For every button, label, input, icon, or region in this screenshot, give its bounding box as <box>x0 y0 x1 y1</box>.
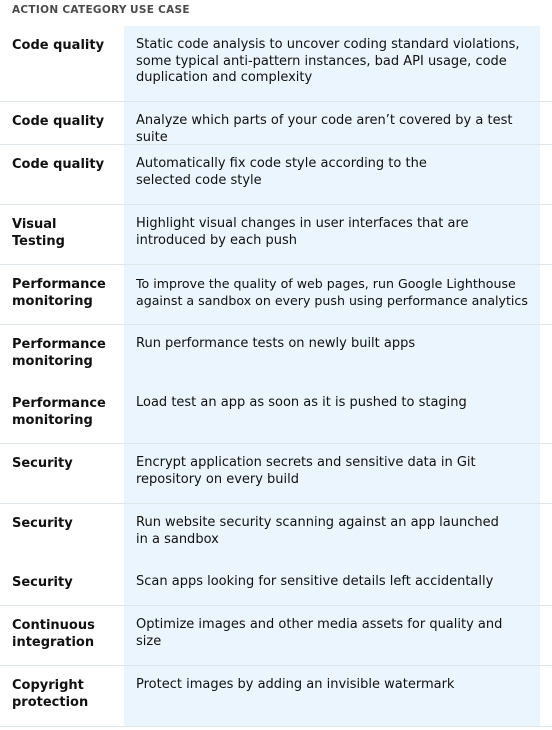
category-cell: Security <box>12 456 73 471</box>
use-case-cell: Load test an app as soon as it is pushed to staging <box>124 384 540 443</box>
column-header-use-case: USE CASE <box>130 4 190 16</box>
use-case-cell: Protect images by adding an invisible watermark <box>124 666 540 726</box>
category-cell: Copyright protection <box>12 678 89 710</box>
category-cell: Performance monitoring <box>12 396 106 428</box>
use-case-cell: Highlight visual changes in user interfaces that are introduced by each push <box>124 205 540 264</box>
table-row <box>0 444 552 504</box>
category-cell: Security <box>12 516 73 531</box>
category-cell: Performance monitoring <box>12 337 106 369</box>
table-row <box>0 563 552 606</box>
category-cell: Code quality <box>12 38 105 53</box>
category-cell: Security <box>12 575 73 590</box>
use-case-cell: Encrypt application secrets and sensitive data in Git repository on every build <box>124 444 540 503</box>
use-case-cell: To improve the quality of web pages, run Google Lighthouse against a sandbox on every push using performance analytics <box>124 265 540 324</box>
table-row <box>0 265 552 325</box>
table-row <box>0 145 552 205</box>
category-cell: Code quality <box>12 157 105 172</box>
table-row <box>0 606 552 666</box>
table-row <box>0 102 552 145</box>
use-case-cell: Analyze which parts of your code aren’t covered by a test suite <box>124 102 540 144</box>
table-header <box>0 0 552 26</box>
table-row <box>0 26 552 102</box>
column-header-category: ACTION CATEGORY <box>12 4 127 16</box>
category-cell: Code quality <box>12 114 105 129</box>
use-case-cell: Static code analysis to uncover coding standard violations, some typical anti-pattern instances, bad API usage, code duplication and complexity <box>124 26 540 101</box>
use-case-cell: Run website security scanning against an app launched in a sandbox <box>124 504 540 563</box>
use-case-cell: Run performance tests on newly built apps <box>124 325 540 384</box>
use-case-cell: Scan apps looking for sensitive details left accidentally <box>124 563 540 605</box>
category-cell: Visual Testing <box>12 217 65 249</box>
table-row <box>0 205 552 265</box>
category-cell: Continuous integration <box>12 618 95 650</box>
table-row <box>0 666 552 727</box>
table-row <box>0 325 552 384</box>
use-case-cell: Optimize images and other media assets for quality and size <box>124 606 540 665</box>
category-cell: Performance monitoring <box>12 277 106 309</box>
table-row <box>0 384 552 444</box>
table-row <box>0 504 552 563</box>
use-case-cell: Automatically fix code style according to the selected code style <box>124 145 540 204</box>
